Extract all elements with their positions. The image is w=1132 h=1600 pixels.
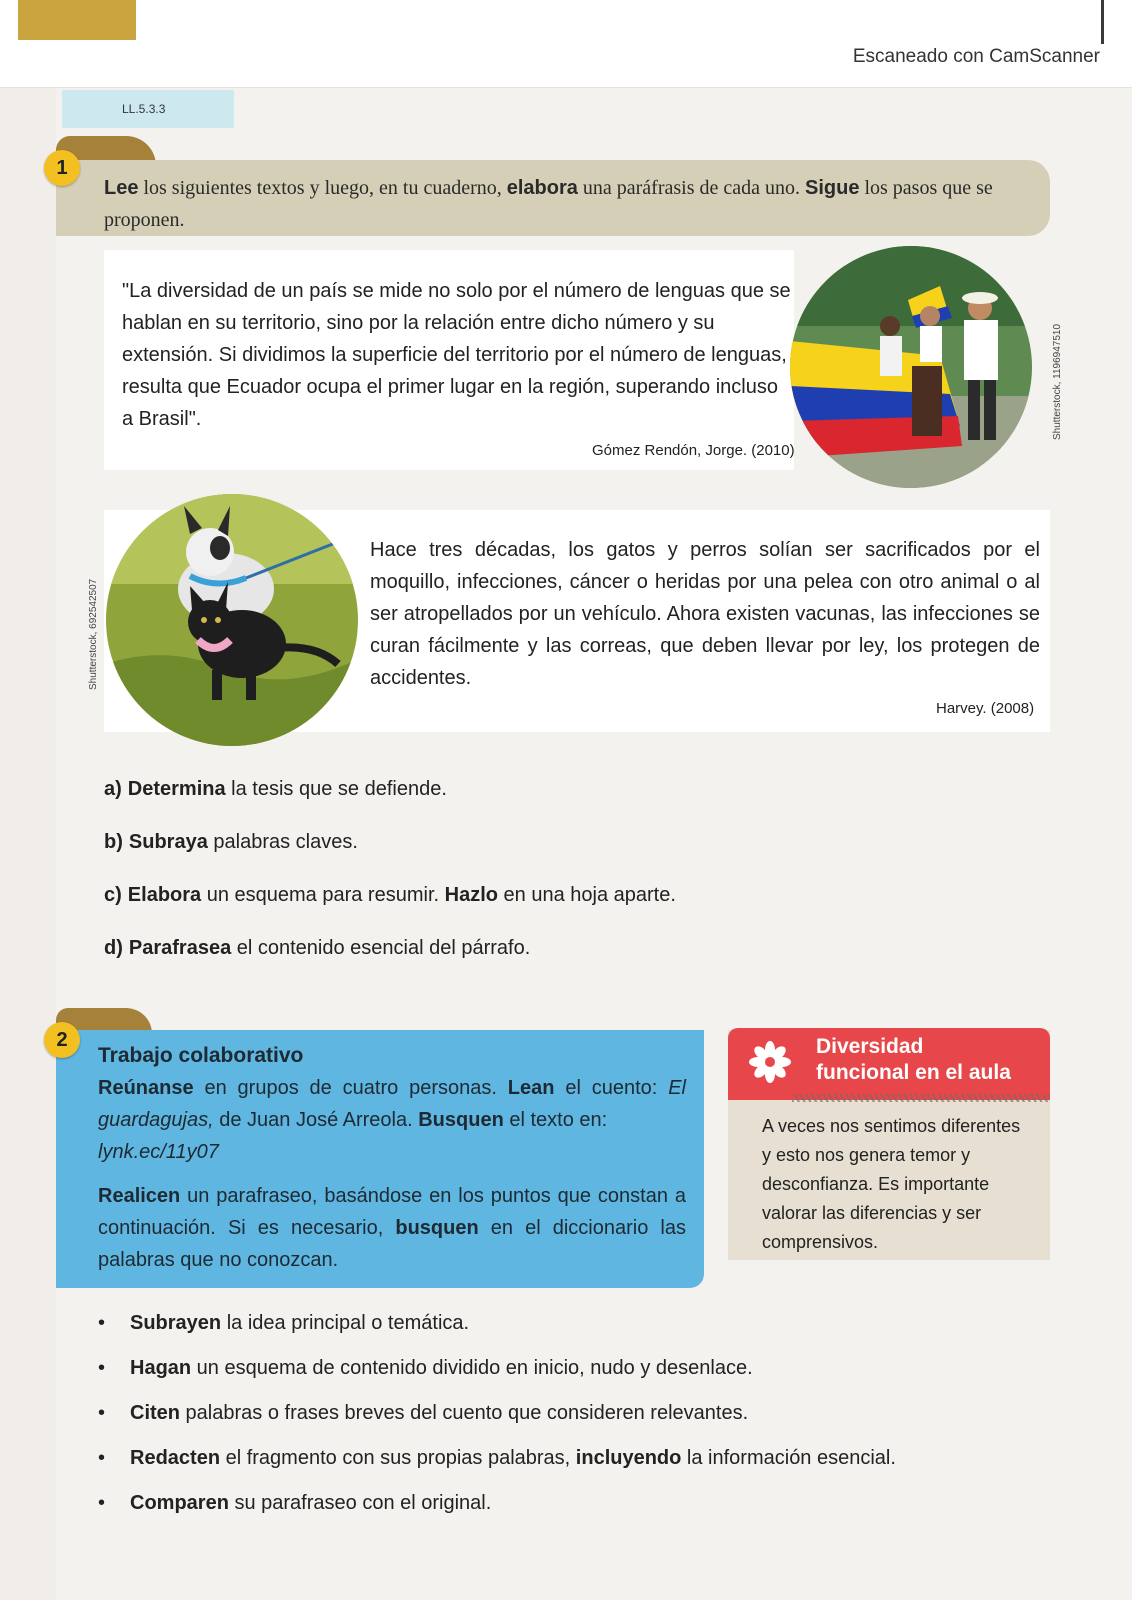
list-item (98, 1447, 896, 1492)
step-letter: a) (104, 778, 122, 800)
text: en el diccionario las palabras que no conozcan. (98, 1217, 686, 1271)
pets-illustration (106, 494, 358, 746)
text: su parafraseo con el original. (228, 1492, 492, 1514)
text: una paráfrasis de cada uno. (577, 177, 806, 199)
text: el cuento: (554, 1077, 669, 1099)
verb: Hagan (130, 1357, 192, 1379)
folder-tab (18, 0, 136, 40)
flower-icon (748, 1040, 792, 1084)
scroll-indicator (1101, 0, 1104, 44)
photo-1-credit: Shutterstock, 1196947510 (1052, 323, 1063, 440)
story-title: El guardagujas, (98, 1077, 686, 1131)
text: los pasos que se proponen. (104, 177, 993, 231)
step-d (104, 937, 676, 990)
skill-code: LL.5.3.3 (62, 90, 234, 128)
verb: elabora (506, 177, 578, 199)
parade-illustration (790, 246, 1032, 488)
verb: incluyendo (575, 1447, 682, 1469)
activity-2-bullets (98, 1312, 896, 1537)
text: un parafraseo, basándose en los puntos que constan a continuación. Si es necesario, (98, 1185, 686, 1239)
text: el texto en: (503, 1109, 608, 1131)
text-1-citation: Gómez Rendón, Jorge. (2010) (592, 442, 795, 459)
text: la información esencial. (681, 1447, 896, 1469)
scanner-watermark: Escaneado con CamScanner (852, 46, 1100, 67)
activity-1-number: 1 (44, 150, 80, 186)
text: el contenido esencial del párrafo. (231, 937, 531, 959)
verb: Sigue (805, 177, 860, 199)
step-c (104, 884, 676, 937)
text: la idea principal o temática. (221, 1312, 470, 1334)
story-link[interactable]: lynk.ec/11y07 (98, 1141, 219, 1163)
activity-1-steps (104, 778, 676, 990)
verb: Lean (507, 1077, 555, 1099)
verb: Elabora (127, 884, 202, 906)
text-2-citation: Harvey. (2008) (936, 700, 1035, 717)
sidebox-body: A veces nos sentimos diferentes y esto nos genera temor y desconfianza. Es importante valorar las diferencias y ser comprensivos. (762, 1116, 1021, 1252)
verb: Realicen (98, 1185, 181, 1207)
sidebox-title-line2: funcional en el aula (816, 1061, 1011, 1084)
step-letter: c) (104, 884, 122, 906)
text: la tesis que se defiende. (225, 778, 447, 800)
text: palabras claves. (207, 831, 358, 853)
step-letter: d) (104, 937, 123, 959)
text: en una hoja aparte. (497, 884, 676, 906)
hatch-divider (792, 1094, 1050, 1102)
list-item (98, 1492, 896, 1537)
parade-photo (790, 246, 1032, 488)
verb: Busquen (418, 1109, 504, 1131)
scanner-header (0, 0, 1132, 88)
list-item (98, 1312, 896, 1357)
verb: Determina (127, 778, 226, 800)
collab-p2 (98, 1180, 686, 1276)
verb: Parafrasea (128, 937, 232, 959)
activity-2-number: 2 (44, 1022, 80, 1058)
verb: Citen (130, 1402, 180, 1424)
verb: busquen (395, 1217, 479, 1239)
text: de Juan José Arreola. (213, 1109, 419, 1131)
sidebox-title-line1: Diversidad (816, 1035, 924, 1058)
verb: Lee (104, 177, 139, 199)
text: los siguientes textos y luego, en tu cuaderno, (138, 177, 507, 199)
pets-photo (106, 494, 358, 746)
activity-1-instruction (104, 172, 1044, 236)
step-letter: b) (104, 831, 123, 853)
collab-title: Trabajo colaborativo (98, 1044, 304, 1067)
step-a (104, 778, 676, 831)
verb: Subraya (128, 831, 208, 853)
verb: Reúnanse (98, 1077, 194, 1099)
text-1-quote: "La diversidad de un país se mide no solo por el número de lenguas que se hablan en su territorio, sino por la relación entre dicho número y su extensión. Si dividimos la superficie del territorio por el número de lenguas, resulta que Ecuador ocupa el primer lugar en la región, superando incluso a Brasil". (122, 280, 791, 430)
text: en grupos de cuatro personas. (193, 1077, 508, 1099)
step-b (104, 831, 676, 884)
collab-text (98, 1040, 686, 1276)
verb: Redacten (130, 1447, 221, 1469)
verb: Hazlo (444, 884, 498, 906)
list-item (98, 1357, 896, 1402)
list-item (98, 1402, 896, 1447)
collab-p1 (98, 1072, 686, 1168)
diversity-header (728, 1028, 1050, 1100)
text: palabras o frases breves del cuento que consideren relevantes. (180, 1402, 749, 1424)
text: el fragmento con sus propias palabras, (220, 1447, 576, 1469)
verb: Comparen (130, 1492, 229, 1514)
text: un esquema para resumir. (201, 884, 445, 906)
text-2-paragraph: Hace tres décadas, los gatos y perros solían ser sacrificados por el moquillo, infecciones, cáncer o heridas por una pelea con otro animal o al ser atropellados por un vehículo. Ahora existen vacunas, las infecciones se curan fácilmente y las correas, que deben llevar por ley, los protegen de accidentes. (370, 539, 1040, 689)
photo-2-credit: Shutterstock, 692542507 (88, 578, 99, 690)
text: un esquema de contenido dividido en inicio, nudo y desenlace. (191, 1357, 753, 1379)
verb: Subrayen (130, 1312, 222, 1334)
